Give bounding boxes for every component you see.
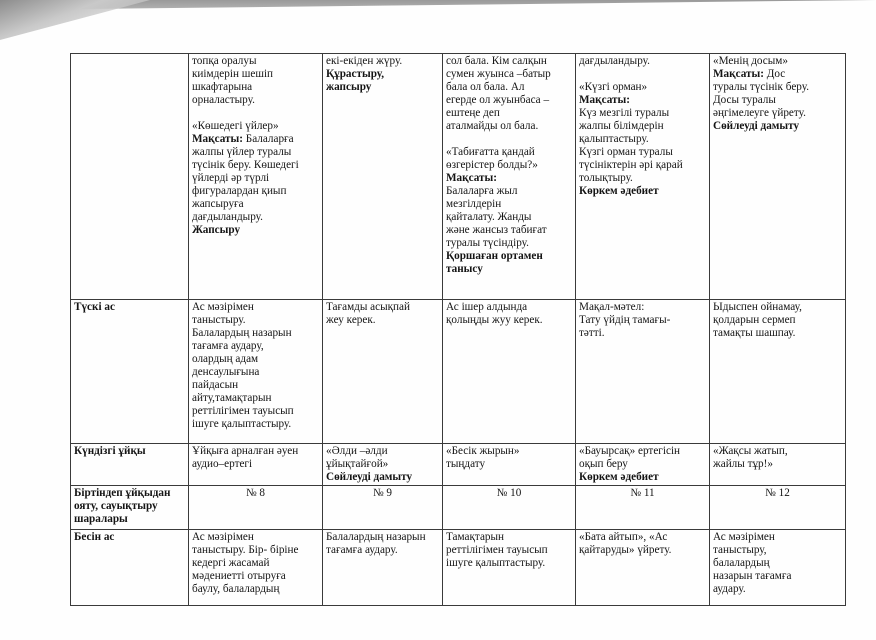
table-cell: [576, 530, 710, 606]
keyword-rest: Дос: [763, 68, 786, 80]
cell-text-line: жапсыруға: [192, 198, 244, 210]
cell-text-line: Күз мезгілі туралы: [579, 107, 670, 119]
table-cell: [323, 54, 443, 300]
cell-text-line: тағамға аудару,: [192, 340, 264, 352]
cell-text-line: Көркем әдебиет: [579, 471, 659, 483]
keyword-lead: Мақсаты:: [713, 68, 764, 80]
cell-text-line: жалпы үйлер туралы: [192, 146, 292, 158]
table-row: [71, 486, 846, 530]
cell-text-line: тәтті.: [579, 327, 605, 339]
row-label: Түскі ас: [71, 300, 189, 444]
cell-text-line: таныстыру,: [713, 544, 767, 556]
cell-text-line: және жансыз табиғат: [446, 224, 547, 236]
cell-text-line: кедергі жасамай: [192, 557, 270, 569]
cell-text-line: Мақал-мәтел:: [579, 301, 645, 313]
cell-text-line: дағдыландыру.: [192, 211, 263, 223]
table-cell: [576, 54, 710, 300]
cell-text-line: түсінік беру. Көшедегі: [192, 159, 299, 171]
row-label: Күндізгі ұйқы: [71, 444, 189, 486]
cell-text-line: бала ол бала. Ал: [446, 81, 525, 93]
cell-text-line: Ыдыспен ойнамау,: [713, 301, 802, 313]
cell-text-line: егерде ол жуынбаса –: [446, 94, 550, 106]
table-cell: [189, 54, 323, 300]
cell-text-line: туралы түсінік беру.: [713, 81, 809, 93]
cell-text-line: назарын тағамға: [713, 570, 792, 582]
cell-text-line: «Бауырсақ» ертегісін: [579, 445, 681, 457]
cell-text-line: «Жақсы жатып,: [713, 445, 788, 457]
cell-text-line: денсаулығына: [192, 366, 260, 378]
cell-text-line: Мақсаты:: [446, 172, 497, 184]
cell-text-line: жеу керек.: [326, 314, 376, 326]
table-row: [71, 444, 846, 486]
cell-text-line: танысу: [446, 263, 483, 275]
blank-line: [192, 107, 319, 120]
cell-text-line: ішуге қалыптастыру.: [446, 557, 546, 569]
cell-text-line: сумен жуынса –батыр: [446, 68, 551, 80]
row-label: [71, 54, 189, 300]
keyword-lead: Мақсаты:: [192, 133, 243, 145]
cell-text-line: Тағамды асықпай: [326, 301, 410, 313]
cell-text-line: Күзгі орман туралы: [579, 146, 673, 158]
schedule-table-body: [71, 54, 846, 606]
table-cell: [189, 444, 323, 486]
cell-text-line: Сөйлеуді дамыту: [713, 120, 800, 132]
exercise-number: № 12: [710, 486, 846, 530]
cell-text-line: қолдарын сермеп: [713, 314, 796, 326]
cell-text-line: қайталату. Жанды: [446, 211, 532, 223]
cell-text-line: «Көшедегі үйлер»: [192, 120, 279, 132]
cell-text-line: әңгімелеуге үйрету.: [713, 107, 806, 119]
row-label: Біртіндеп ұйқыдан ояту, сауықтыру шаралары: [71, 486, 189, 530]
table-cell: [443, 54, 576, 300]
cell-text-line: аудио–ертегі: [192, 458, 253, 470]
cell-text-line: Ас мәзірімен: [192, 301, 254, 313]
exercise-number: № 9: [323, 486, 443, 530]
cell-text-line: жайлы тұр!»: [713, 458, 773, 470]
cell-text-line: [192, 133, 319, 146]
cell-text-line: [713, 68, 842, 81]
cell-text-line: таныстыру. Бір- біріне: [192, 544, 299, 556]
cell-text-line: мезгілдерін: [446, 198, 502, 210]
cell-text-line: үйлерді әр түрлі: [192, 172, 270, 184]
cell-text-line: «Әлди –әлди: [326, 445, 388, 457]
cell-text-line: киімдерін шешіп: [192, 68, 274, 80]
cell-text-line: Досы туралы: [713, 94, 776, 106]
cell-text-line: Балалардың назарын: [192, 327, 292, 339]
cell-text-line: түсініктерін әрі қарай: [579, 159, 683, 171]
cell-text-line: ештеңе деп: [446, 107, 500, 119]
cell-text-line: туралы түсіндіру.: [446, 237, 529, 249]
cell-text-line: Жапсыру: [192, 224, 241, 236]
cell-text-line: өзгерістер болды?»: [446, 159, 538, 171]
table-cell: [443, 530, 576, 606]
cell-text-line: олардың адам: [192, 353, 259, 365]
cell-text-line: тамақты шашпау.: [713, 327, 796, 339]
row-label: Бесін ас: [71, 530, 189, 606]
blank-line: [446, 133, 572, 146]
table-cell: [189, 300, 323, 444]
cell-text-line: балалардың: [713, 557, 770, 569]
cell-text-line: пайдасын: [192, 379, 239, 391]
cell-text-line: оқып беру: [579, 458, 628, 470]
cell-text-line: реттілігімен тауысып: [446, 544, 548, 556]
cell-text-line: реттілігімен тауысып: [192, 405, 294, 417]
cell-text-line: сол бала. Кім салқын: [446, 55, 547, 67]
cell-text-line: Балаларға жыл: [446, 185, 518, 197]
table-row: [71, 54, 846, 300]
cell-text-line: жалпы білімдерін: [579, 120, 664, 132]
cell-text-line: айту,тамақтарын: [192, 392, 272, 404]
cell-text-line: топқа оралуы: [192, 55, 257, 67]
cell-text-line: Көркем әдебиет: [579, 185, 659, 197]
cell-text-line: аталмайды ол бала.: [446, 120, 539, 132]
cell-text-line: толықтыру.: [579, 172, 633, 184]
cell-text-line: «Бесік жырын»: [446, 445, 520, 457]
exercise-number: № 11: [576, 486, 710, 530]
cell-text-line: «Менің досым»: [713, 55, 788, 67]
cell-text-line: дағдыландыру.: [579, 55, 650, 67]
cell-text-line: Қоршаған ортамен: [446, 250, 543, 262]
exercise-number: № 10: [443, 486, 576, 530]
cell-text-line: Ас ішер алдында: [446, 301, 528, 313]
cell-text-line: қайтаруды» үйрету.: [579, 544, 672, 556]
cell-text-line: аудару.: [713, 583, 746, 595]
table-cell: [323, 530, 443, 606]
cell-text-line: Тамақтарын: [446, 531, 505, 543]
table-cell: [710, 444, 846, 486]
table-cell: [576, 444, 710, 486]
schedule-table: [70, 53, 846, 606]
cell-text-line: баулу, балалардың: [192, 583, 280, 595]
blank-line: [579, 68, 706, 81]
table-cell: [323, 444, 443, 486]
cell-text-line: Ас мәзірімен: [713, 531, 775, 543]
cell-text-line: Мақсаты:: [579, 94, 630, 106]
keyword-rest: Балаларға: [242, 133, 294, 145]
table-cell: [323, 300, 443, 444]
cell-text-line: «Бата айтып», «Ас: [579, 531, 668, 543]
cell-text-line: мәдениетті отыруға: [192, 570, 286, 582]
table-cell: [443, 300, 576, 444]
cell-text-line: орналастыру.: [192, 94, 255, 106]
cell-text-line: екі-екіден жүру.: [326, 55, 403, 67]
table-cell: [189, 530, 323, 606]
cell-text-line: тыңдату: [446, 458, 486, 470]
cell-text-line: ішуге қалыптастыру.: [192, 418, 292, 430]
cell-text-line: Құрастыру,: [326, 68, 385, 80]
cell-text-line: Тату үйдің тамағы-: [579, 314, 671, 326]
cell-text-line: Ұйқыға арналған әуен: [192, 445, 299, 457]
cell-text-line: шкафтарына: [192, 81, 253, 93]
cell-text-line: «Табиғатта қандай: [446, 146, 535, 158]
cell-text-line: Ас мәзірімен: [192, 531, 254, 543]
cell-text-line: қалыптастыру.: [579, 133, 649, 145]
table-cell: [710, 300, 846, 444]
table-cell: [710, 54, 846, 300]
cell-text-line: Сөйлеуді дамыту: [326, 471, 413, 483]
cell-text-line: Балалардың назарын: [326, 531, 426, 543]
table-row: [71, 530, 846, 606]
table-cell: [710, 530, 846, 606]
cell-text-line: жапсыру: [326, 81, 372, 93]
cell-text-line: фигуралардан қиып: [192, 185, 287, 197]
table-cell: [443, 444, 576, 486]
cell-text-line: тағамға аудару.: [326, 544, 398, 556]
table-cell: [576, 300, 710, 444]
cell-text-line: таныстыру.: [192, 314, 246, 326]
cell-text-line: «Күзгі орман»: [579, 81, 648, 93]
cell-text-line: ұйықтайғой»: [326, 458, 389, 470]
table-row: [71, 300, 846, 444]
cell-text-line: қолыңды жуу керек.: [446, 314, 543, 326]
exercise-number: № 8: [189, 486, 323, 530]
